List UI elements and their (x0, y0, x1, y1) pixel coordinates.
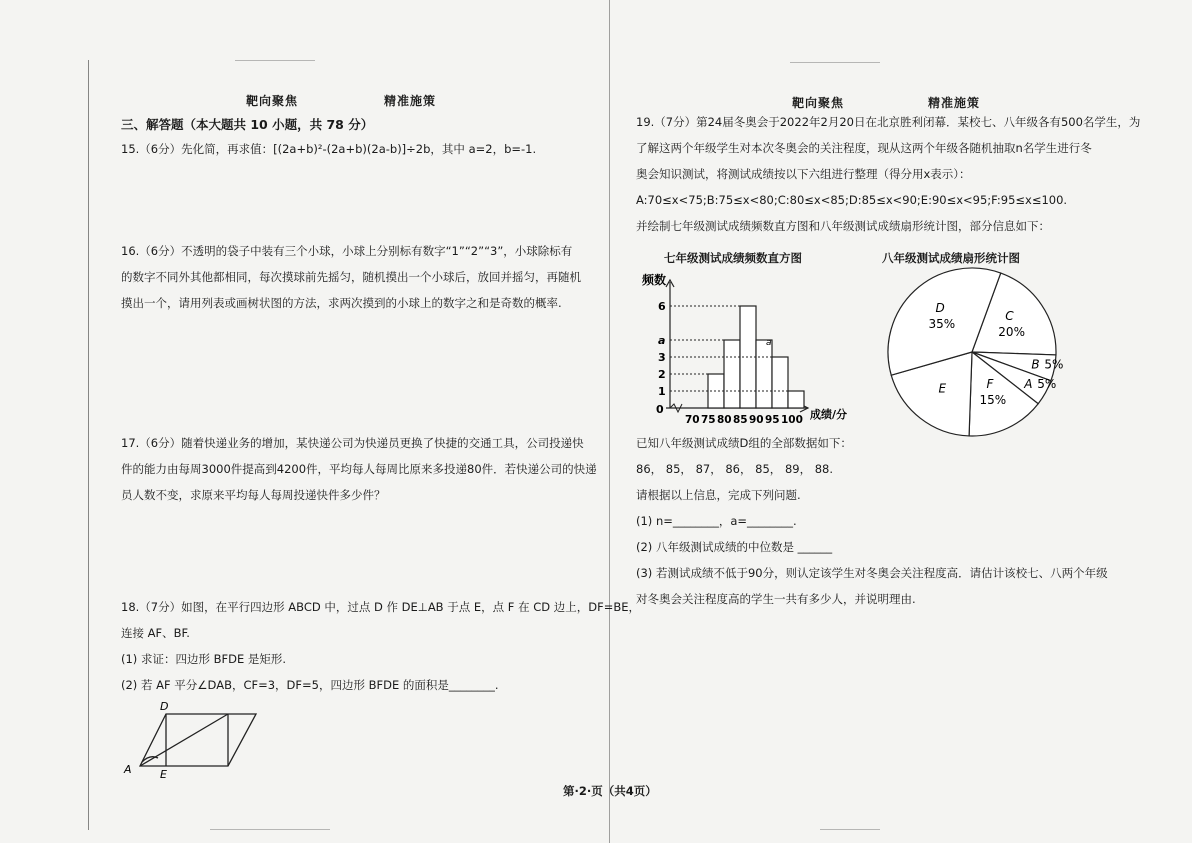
question-19-line-3: 奥会知识测试，将测试成绩按以下六组进行整理（得分用x表示）： (636, 167, 971, 181)
question-19-part-2: (2) 八年级测试成绩的中位数是 ______ (636, 540, 833, 554)
page-footer: 第·2·页（共4页） (563, 784, 657, 798)
question-19-line-5: 并绘制七年级测试成绩频数直方图和八年级测试成绩扇形统计图，部分信息如下： (636, 219, 1050, 233)
question-15: 15.（6分）先化简，再求值：[(2a+b)²-(2a+b)(2a-b)]÷2b，其中 a=2，b=-1. (121, 142, 537, 156)
histogram-xlabel: 成绩/分 (810, 408, 848, 421)
pie-chart (884, 264, 1064, 440)
question-19-part-3-line-1: (3) 若测试成绩不低于90分，则认定该学生对冬奥会关注程度高．请估计该校七、八两个年级 (636, 566, 1108, 580)
question-16-line-1: 16.（6分）不透明的袋子中装有三个小球，小球上分别标有数字“1”“2”“3”，小球除标有 (121, 244, 573, 258)
histogram-title: 七年级测试成绩频数直方图 (664, 251, 802, 265)
question-18-part-1: (1) 求证：四边形 BFDE 是矩形. (121, 652, 287, 666)
pie-slice-percent: 35% (928, 317, 956, 332)
question-19-line-1: 19.（7分）第24届冬奥会于2022年2月20日在北京胜利闭幕．某校七、八年级各有500名学生，为 (636, 115, 1141, 129)
header-left: 靶向聚焦 (246, 94, 299, 108)
header-right-right-page: 精准施策 (928, 96, 981, 110)
question-16-line-3: 摸出一个，请用列表或画树状图的方法，求两次摸到的小球上的数字之和是奇数的概率. (121, 296, 562, 310)
histogram-ylabel: 频数 (642, 273, 667, 287)
question-18-part-2: (2) 若 AF 平分∠DAB，CF=3，DF=5，四边形 BFDE 的面积是________. (121, 678, 499, 692)
pie-slice-label: A (1024, 376, 1033, 391)
question-19-part-1: (1) n=________，a=________. (636, 514, 797, 528)
pie-slice-label: E (938, 381, 947, 396)
header-left-right-page: 靶向聚焦 (792, 96, 845, 110)
x-tick-label: 85 (733, 414, 748, 426)
question-19-groups: A:70≤x<75;B:75≤x<80;C:80≤x<85;D:85≤x<90;E:90≤x<95;F:95≤x≤100. (636, 193, 1068, 207)
pie-title: 八年级测试成绩扇形统计图 (882, 251, 1020, 265)
question-17-line-2: 件的能力由每周3000件提高到4200件，平均每人每周比原来多投递80件．若快递公司的快递 (121, 462, 597, 476)
bar-note-a: a (766, 338, 772, 348)
question-18-line-1: 18.（7分）如图，在平行四边形 ABCD 中，过点 D 作 DE⊥AB 于点 E，点 F 在 CD 边上，DF=BE， (121, 600, 641, 614)
question-19-part-3-line-2: 对冬奥会关注程度高的学生一共有多少人，并说明理由. (636, 592, 916, 606)
x-tick-label: 90 (749, 414, 764, 426)
y-tick-label: 3 (658, 351, 666, 364)
question-18-line-2: 连接 AF、BF. (121, 626, 190, 640)
bottom-mark (210, 829, 330, 830)
histogram-bar (772, 357, 788, 408)
pie-slice-percent: 15% (979, 392, 1007, 407)
parallelogram-figure (118, 696, 268, 782)
label-a: A (124, 763, 132, 776)
pie-slice-percent: 5% (1037, 376, 1057, 391)
x-tick-label: 80 (717, 414, 732, 426)
histogram-bar (756, 340, 772, 408)
label-e: E (160, 768, 167, 781)
pie-slice-percent: 5% (1044, 357, 1064, 372)
histogram-bar (788, 391, 804, 408)
info-line-3: 请根据以上信息，完成下列问题. (636, 488, 801, 502)
page-fold-line (609, 0, 610, 843)
top-mark (790, 62, 880, 63)
d-group-data: 86， 85， 87， 86， 85， 89， 88. (636, 462, 834, 476)
x-tick-label: 75 (701, 414, 716, 426)
pie-slice-label: F (986, 376, 994, 391)
question-17-line-3: 员人数不变，求原来平均每人每周投递快件多少件？ (121, 488, 386, 502)
pie-slice-percent: 20% (998, 325, 1025, 340)
top-mark (235, 60, 315, 61)
question-19-line-2: 了解这两个年级学生对本次冬奥会的关注程度，现从这两个年级各随机抽取n名学生进行冬 (636, 141, 1092, 155)
header-right: 精准施策 (384, 94, 437, 108)
pie-slice-label: C (1005, 309, 1014, 324)
question-16-line-2: 的数字不同外其他都相同，每次摸球前先摇匀，随机摸出一个小球后，放回并摇匀，再随机 (121, 270, 581, 284)
left-binding-edge (88, 60, 89, 830)
info-line-1: 已知八年级测试成绩D组的全部数据如下： (636, 436, 852, 450)
y-tick-label: 6 (658, 300, 666, 313)
section-title: 三、解答题（本大题共 10 小题，共 78 分） (121, 117, 374, 132)
x-tick-label: 95 (765, 414, 780, 426)
bottom-mark (820, 829, 880, 830)
y-tick-label: 1 (658, 385, 666, 398)
x-tick-label: 70 (685, 414, 700, 426)
label-d: D (160, 700, 169, 713)
pie-slice-label: B (1031, 357, 1040, 372)
x-tick-label: 100 (781, 414, 803, 426)
y-tick-label: a (658, 334, 666, 347)
pie-slice-label: D (935, 301, 945, 316)
histogram-origin: 0 (656, 403, 664, 416)
histogram-chart (630, 268, 862, 430)
question-17-line-1: 17.（6分）随着快递业务的增加，某快递公司为快递员更换了快捷的交通工具，公司投递快 (121, 436, 584, 450)
histogram-bar (724, 340, 740, 408)
y-tick-label: 2 (658, 368, 666, 381)
